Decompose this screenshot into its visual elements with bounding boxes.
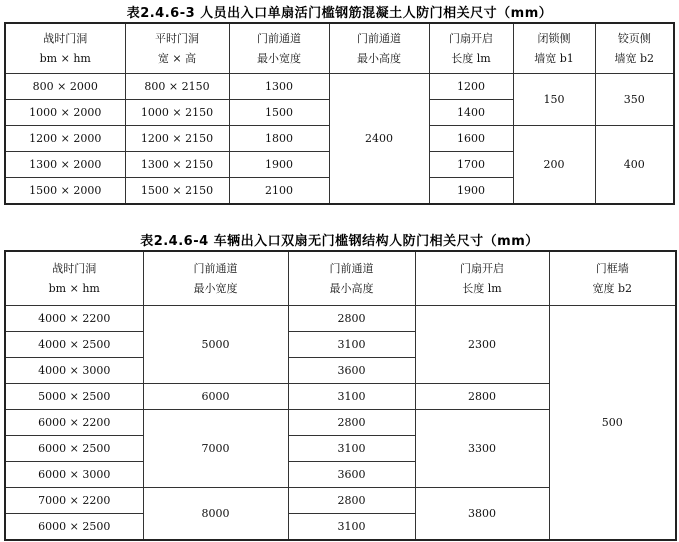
- table-cell: 3100: [288, 384, 415, 410]
- table-row: [5, 74, 674, 100]
- table-cell-merged-min-width: 7000: [143, 410, 288, 488]
- table-cell: 2800: [288, 488, 415, 514]
- table-cell-merged-min-width: 5000: [143, 306, 288, 384]
- t2-header-min-width: 门前通道 最小宽度: [143, 251, 288, 306]
- table-cell: 1300 × 2000: [5, 152, 125, 178]
- t1-header-min-width: 门前通道 最小宽度: [229, 23, 329, 74]
- table1-title: 表2.4.6-3 人员出入口单扇活门槛钢筋混凝土人防门相关尺寸（mm）: [126, 6, 553, 21]
- t1-header-lock-wall: 闭锁侧 墙宽 b1: [513, 23, 595, 74]
- table-cell: 4000 × 3000: [5, 358, 143, 384]
- table-cell: 2800: [288, 306, 415, 332]
- table-cell: 2100: [229, 178, 329, 205]
- table-cell: 1500: [229, 100, 329, 126]
- table-cell: 2800: [288, 410, 415, 436]
- table-cell: 6000 × 2500: [5, 436, 143, 462]
- table-cell-merged-lock-wall: 200: [513, 126, 595, 205]
- t2-header-min-height: 门前通道 最小高度: [288, 251, 415, 306]
- table-cell: 1500 × 2000: [5, 178, 125, 205]
- table-cell: 6000: [143, 384, 288, 410]
- table-cell: 1600: [429, 126, 513, 152]
- table-cell: 1500 × 2150: [125, 178, 229, 205]
- table-cell: 1000 × 2150: [125, 100, 229, 126]
- table-cell: 1900: [429, 178, 513, 205]
- t2-header-frame-wall: 门框墙 宽度 b2: [549, 251, 676, 306]
- table-cell-merged-open-length: 3800: [415, 488, 549, 541]
- t1-header-hinge-wall: 铰页侧 墙宽 b2: [595, 23, 674, 74]
- table-cell: 3100: [288, 436, 415, 462]
- table-cell: 1000 × 2000: [5, 100, 125, 126]
- table-row: [5, 306, 676, 332]
- table-cell: 6000 × 2200: [5, 410, 143, 436]
- table-cell: 1200 × 2150: [125, 126, 229, 152]
- table-cell-merged-open-length: 2300: [415, 306, 549, 384]
- table-cell-merged-hinge-wall: 350: [595, 74, 674, 126]
- t1-header-open-length: 门扇开启 长度 lm: [429, 23, 513, 74]
- table1: [4, 22, 675, 205]
- table-cell: 5000 × 2500: [5, 384, 143, 410]
- table-cell: 4000 × 2500: [5, 332, 143, 358]
- table-cell-merged-hinge-wall: 400: [595, 126, 674, 205]
- table-cell: 7000 × 2200: [5, 488, 143, 514]
- t1-header-min-height: 门前通道 最小高度: [329, 23, 429, 74]
- table-cell: 3100: [288, 332, 415, 358]
- table2-header-row: [5, 251, 676, 306]
- table-cell-merged-open-length: 3300: [415, 410, 549, 488]
- table-cell: 3600: [288, 358, 415, 384]
- table-cell-merged-min-height: 2400: [329, 74, 429, 205]
- table-cell: 3100: [288, 514, 415, 541]
- t1-header-peacetime-opening: 平时门洞 宽 × 高: [125, 23, 229, 74]
- table-cell: 1300: [229, 74, 329, 100]
- table-cell: 800 × 2150: [125, 74, 229, 100]
- t2-header-open-length: 门扇开启 长度 lm: [415, 251, 549, 306]
- table-cell: 1900: [229, 152, 329, 178]
- table-cell-merged-min-width: 8000: [143, 488, 288, 541]
- table-cell-merged-frame-wall: 500: [549, 306, 676, 541]
- table-cell: 800 × 2000: [5, 74, 125, 100]
- table-cell-merged-lock-wall: 150: [513, 74, 595, 126]
- t1-header-wartime-opening: 战时门洞 bm × hm: [5, 23, 125, 74]
- table2-title: 表2.4.6-4 车辆出入口双扇无门槛钢结构人防门相关尺寸（mm）: [140, 234, 539, 249]
- t2-header-wartime-opening: 战时门洞 bm × hm: [5, 251, 143, 306]
- table-cell: 1200: [429, 74, 513, 100]
- table2: [4, 250, 677, 541]
- table-cell: 1800: [229, 126, 329, 152]
- table-cell: 4000 × 2200: [5, 306, 143, 332]
- table-cell: 1700: [429, 152, 513, 178]
- table-cell: 1400: [429, 100, 513, 126]
- table-cell: 6000 × 3000: [5, 462, 143, 488]
- table1-header-row: [5, 23, 674, 74]
- table-cell: 2800: [415, 384, 549, 410]
- table-cell: 6000 × 2500: [5, 514, 143, 541]
- table-cell: 1200 × 2000: [5, 126, 125, 152]
- table-cell: 1300 × 2150: [125, 152, 229, 178]
- table-cell: 3600: [288, 462, 415, 488]
